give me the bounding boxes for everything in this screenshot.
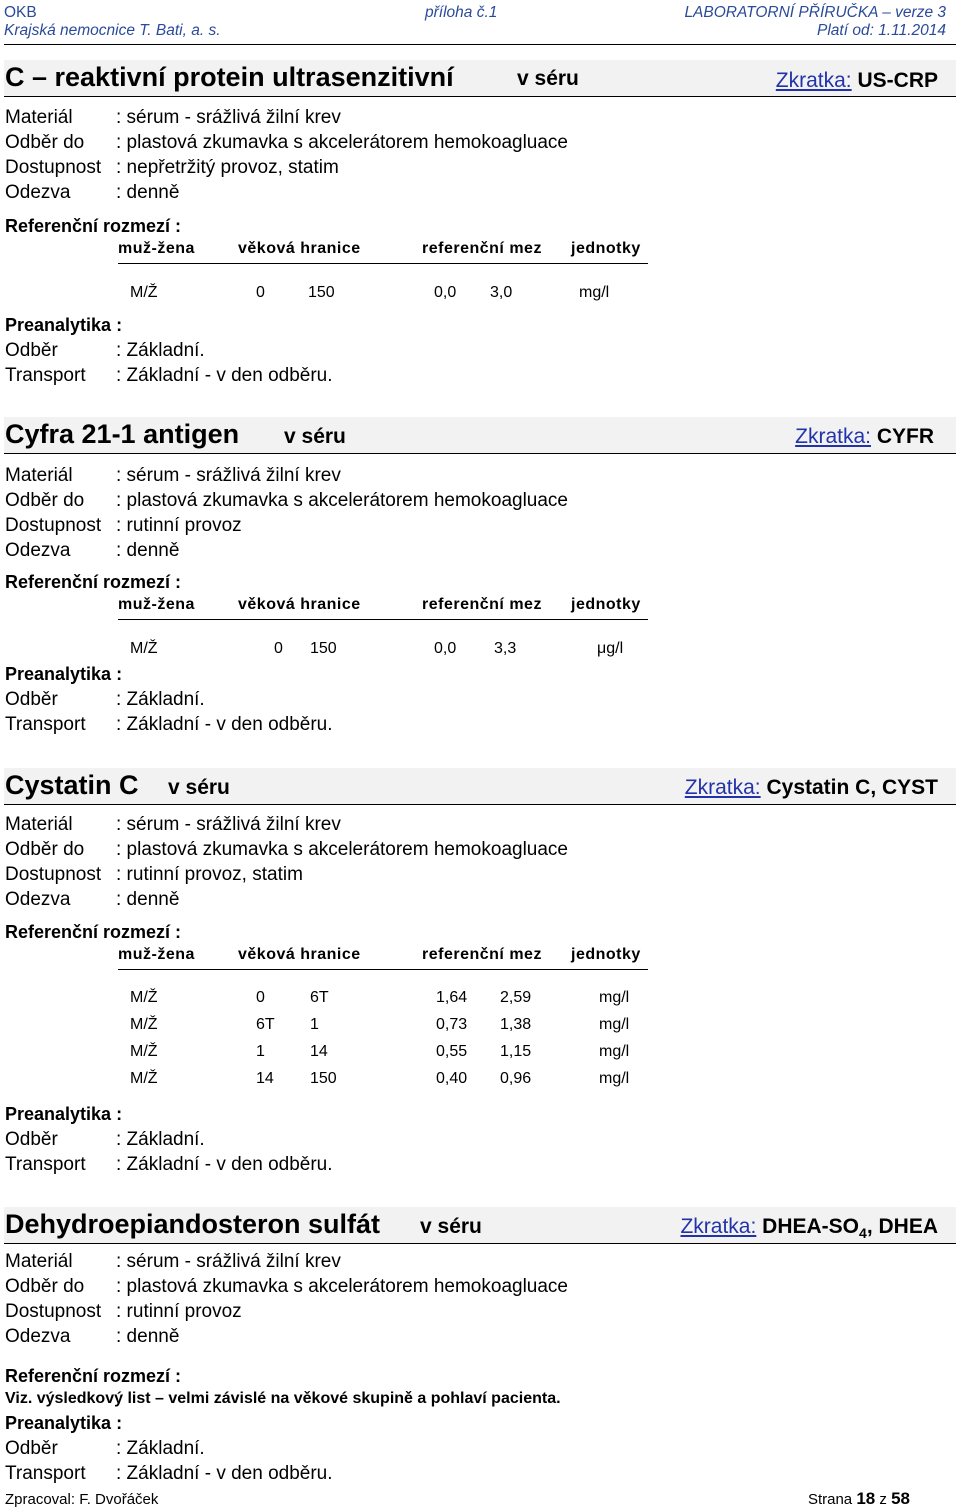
label-dostupnost: Dostupnost (5, 864, 102, 885)
section-abbreviation (680, 1215, 938, 1241)
section-title: Cyfra 21-1 antigen (5, 419, 240, 449)
footer-total-pages: 58 (891, 1489, 910, 1508)
abbreviation-link[interactable]: Zkratka: (680, 1215, 757, 1238)
col-header-age: věková hranice (238, 946, 361, 963)
section-abbreviation (795, 425, 934, 449)
section-subtitle: v séru (420, 1215, 482, 1238)
section-abbreviation (685, 776, 938, 800)
cell-unit: mg/l (579, 284, 610, 301)
section-subtitle: v séru (168, 776, 230, 799)
abbreviation-link[interactable]: Zkratka: (795, 425, 871, 448)
cell-age-to: 1 (310, 1016, 319, 1033)
col-header-age: věková hranice (238, 240, 361, 257)
header-manual-version: LABORATORNÍ PŘÍRUČKA – verze 3 (684, 4, 946, 21)
abbreviation-value: CYFR (876, 425, 934, 448)
cell-sex: M/Ž (130, 640, 158, 657)
cell-sex: M/Ž (130, 284, 158, 301)
value-material: : sérum - srážlivá žilní krev (116, 107, 341, 128)
col-header-divider (118, 619, 648, 620)
label-odber-do: Odběr do (5, 839, 85, 860)
section-title: C – reaktivní protein ultrasenzitivní (5, 62, 454, 92)
label-transport: Transport (5, 365, 86, 386)
label-odber-do: Odběr do (5, 132, 85, 153)
col-header-units: jednotky (571, 946, 641, 963)
value-transport: : Základní - v den odběru. (116, 1463, 333, 1484)
cell-low: 0,40 (436, 1070, 468, 1087)
cell-low: 0,0 (434, 640, 457, 657)
value-transport: : Základní - v den odběru. (116, 365, 333, 386)
footer-current-page: 18 (856, 1489, 876, 1508)
footer-page-label: Strana (807, 1491, 853, 1508)
label-dostupnost: Dostupnost (5, 1301, 102, 1322)
section-title: Cystatin C (5, 770, 139, 800)
abbreviation-value: Cystatin C, CYST (766, 776, 938, 799)
value-odezva: : denně (116, 1326, 180, 1347)
col-header-ref-limit: referenční mez (422, 240, 542, 257)
label-material: Materiál (5, 814, 73, 835)
cell-unit: mg/l (599, 1043, 630, 1060)
section-title: Dehydroepiandosteron sulfát (5, 1209, 381, 1239)
preanalytics-heading: Preanalytika : (5, 664, 123, 684)
value-material: : sérum - srážlivá žilní krev (116, 1251, 341, 1272)
value-odber: : Základní. (116, 1438, 205, 1459)
value-odber-do: : plastová zkumavka s akcelerátorem hemokoagluace (116, 132, 569, 153)
value-odber-do: : plastová zkumavka s akcelerátorem hemokoagluace (116, 490, 569, 511)
abbreviation-value: US-CRP (857, 69, 938, 92)
cell-age-to: 14 (310, 1043, 328, 1060)
label-odber-do: Odběr do (5, 1276, 85, 1297)
value-material: : sérum - srážlivá žilní krev (116, 814, 341, 835)
cell-age-from: 6T (256, 1016, 275, 1033)
value-dostupnost: : nepřetržitý provoz, statim (116, 157, 339, 178)
label-odezva: Odezva (5, 540, 71, 561)
cell-high: 2,59 (500, 989, 532, 1006)
abbreviation-subscript: 4 (859, 1225, 867, 1242)
cell-sex: M/Ž (130, 989, 158, 1006)
label-odber: Odběr (5, 1129, 58, 1150)
reference-range-heading: Referenční rozmezí : (5, 572, 182, 592)
label-odezva: Odezva (5, 889, 71, 910)
cell-low: 1,64 (436, 989, 468, 1006)
cell-age-from: 0 (256, 284, 265, 301)
value-odezva: : denně (116, 889, 180, 910)
cell-high: 3,3 (494, 640, 517, 657)
col-header-age: věková hranice (238, 596, 361, 613)
value-odber-do: : plastová zkumavka s akcelerátorem hemokoagluace (116, 839, 569, 860)
cell-unit: mg/l (599, 989, 630, 1006)
label-odber: Odběr (5, 340, 58, 361)
cell-age-to: 6T (310, 989, 329, 1006)
abbreviation-tail: , DHEA (866, 1215, 938, 1238)
reference-note: Viz. výsledkový list – velmi závislé na věkové skupině a pohlaví pacienta. (5, 1390, 561, 1407)
abbreviation-link[interactable]: Zkratka: (684, 776, 761, 799)
cell-age-to: 150 (310, 1070, 337, 1087)
header-valid-from: Platí od: 1.11.2014 (817, 22, 946, 39)
col-header-ref-limit: referenční mez (422, 946, 542, 963)
value-odber: : Základní. (116, 340, 205, 361)
preanalytics-heading: Preanalytika : (5, 315, 123, 335)
col-header-divider (118, 969, 648, 970)
value-dostupnost: : rutinní provoz, statim (116, 864, 303, 885)
header-attachment: příloha č.1 (425, 4, 498, 21)
cell-age-from: 14 (256, 1070, 274, 1087)
label-odezva: Odezva (5, 182, 71, 203)
cell-age-from: 0 (274, 640, 283, 657)
label-transport: Transport (5, 1154, 86, 1175)
value-odber: : Základní. (116, 689, 205, 710)
value-odezva: : denně (116, 182, 180, 203)
section-abbreviation (776, 69, 938, 93)
label-dostupnost: Dostupnost (5, 515, 102, 536)
footer-author: Zpracoval: F. Dvořáček (5, 1491, 159, 1508)
label-transport: Transport (5, 1463, 86, 1484)
col-header-units: jednotky (571, 240, 641, 257)
cell-low: 0,55 (436, 1043, 468, 1060)
cell-high: 1,15 (500, 1043, 532, 1060)
label-material: Materiál (5, 107, 73, 128)
cell-high: 0,96 (500, 1070, 532, 1087)
cell-age-to: 150 (308, 284, 335, 301)
reference-range-heading: Referenční rozmezí : (5, 922, 182, 942)
col-header-sex: muž-žena (118, 596, 195, 613)
cell-high: 1,38 (500, 1016, 532, 1033)
col-header-divider (118, 263, 648, 264)
cell-unit: mg/l (599, 1070, 630, 1087)
value-odber-do: : plastová zkumavka s akcelerátorem hemokoagluace (116, 1276, 569, 1297)
value-dostupnost: : rutinní provoz (116, 1301, 242, 1322)
abbreviation-value: DHEA-SO (762, 1215, 860, 1238)
header-divider (4, 44, 956, 45)
section-subtitle: v séru (517, 67, 579, 90)
cell-low: 0,73 (436, 1016, 468, 1033)
preanalytics-heading: Preanalytika : (5, 1104, 123, 1124)
cell-sex: M/Ž (130, 1070, 158, 1087)
value-transport: : Základní - v den odběru. (116, 1154, 333, 1175)
value-odezva: : denně (116, 540, 180, 561)
cell-unit: mg/l (599, 1016, 630, 1033)
label-odber-do: Odběr do (5, 490, 85, 511)
value-dostupnost: : rutinní provoz (116, 515, 242, 536)
label-material: Materiál (5, 465, 73, 486)
cell-sex: M/Ž (130, 1043, 158, 1060)
section-subtitle: v séru (284, 425, 346, 448)
value-odber: : Základní. (116, 1129, 205, 1150)
cell-high: 3,0 (490, 284, 513, 301)
cell-age-to: 150 (310, 640, 337, 657)
col-header-sex: muž-žena (118, 946, 195, 963)
label-odezva: Odezva (5, 1326, 71, 1347)
col-header-ref-limit: referenční mez (422, 596, 542, 613)
header-org: OKB (4, 4, 37, 21)
label-odber: Odběr (5, 689, 58, 710)
reference-range-heading: Referenční rozmezí : (5, 216, 182, 236)
footer-of-label: z (879, 1491, 887, 1508)
col-header-sex: muž-žena (118, 240, 195, 257)
label-material: Materiál (5, 1251, 73, 1272)
preanalytics-heading: Preanalytika : (5, 1413, 123, 1433)
cell-age-from: 1 (256, 1043, 265, 1060)
cell-sex: M/Ž (130, 1016, 158, 1033)
value-material: : sérum - srážlivá žilní krev (116, 465, 341, 486)
cell-age-from: 0 (256, 989, 265, 1006)
footer-page-number (808, 1489, 910, 1509)
abbreviation-link[interactable]: Zkratka: (775, 69, 852, 92)
header-hospital: Krajská nemocnice T. Bati, a. s. (4, 22, 221, 39)
value-transport: : Základní - v den odběru. (116, 714, 333, 735)
cell-unit: μg/l (597, 640, 624, 657)
cell-low: 0,0 (434, 284, 457, 301)
label-transport: Transport (5, 714, 86, 735)
col-header-units: jednotky (571, 596, 641, 613)
label-dostupnost: Dostupnost (5, 157, 102, 178)
label-odber: Odběr (5, 1438, 58, 1459)
reference-range-heading: Referenční rozmezí : (5, 1366, 182, 1386)
